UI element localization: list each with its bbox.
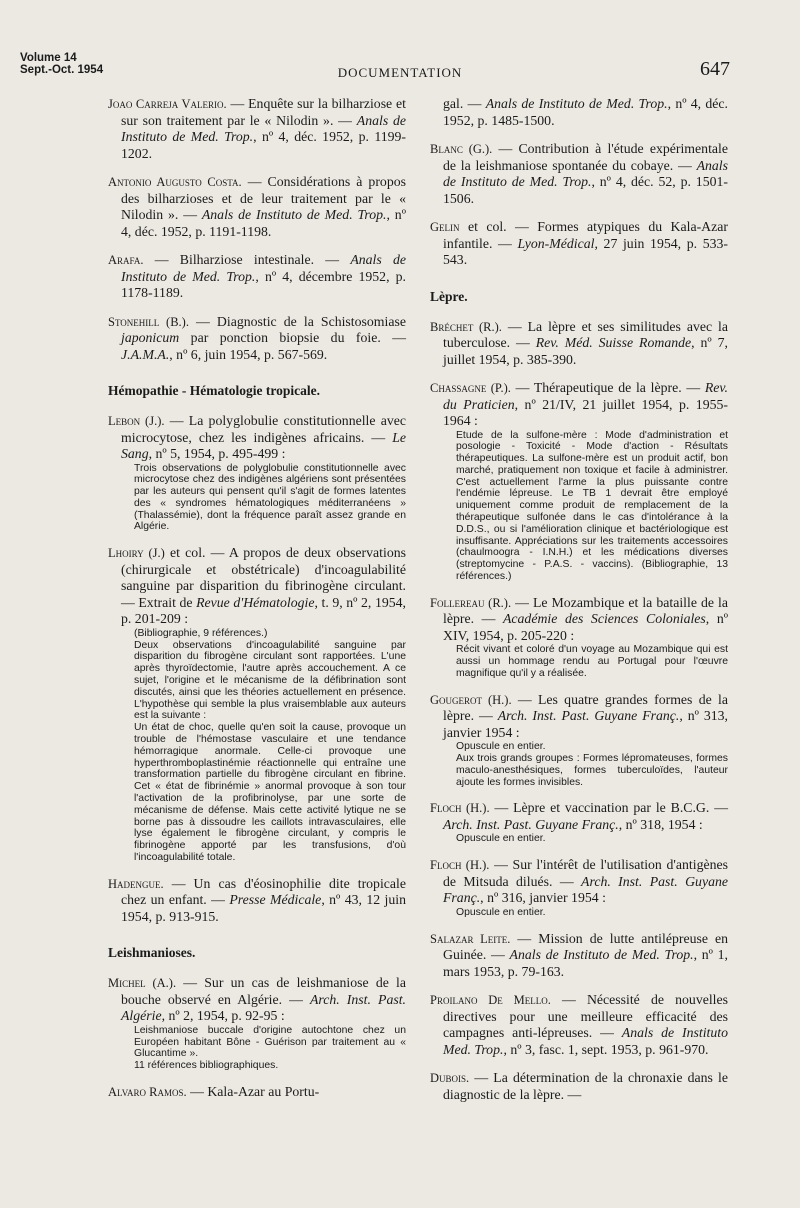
entry-reference: , nº 4, déc. 1952, p. 1191-1198. [121, 207, 406, 239]
entry-journal: Revue d'Hématologie [196, 594, 315, 610]
entry-reference: , nº 5, 1954, p. 495-499 : [148, 446, 286, 461]
entry-reference: , nº 316, janvier 1954 : [480, 890, 606, 906]
bibliography-entry [430, 380, 728, 583]
entry-author: Gelin [430, 220, 460, 234]
entry-author: Blanc (G.). [430, 142, 493, 156]
bibliography-entry [430, 857, 728, 918]
entry-author: Lebon (J.). [108, 414, 165, 428]
bibliography-entry [108, 876, 406, 926]
bibliography-entry [108, 314, 406, 364]
entry-journal: Lyon-Médical [517, 235, 595, 251]
entry-reference: , nº 3, fasc. 1, sept. 1953, p. 961-970. [503, 1041, 709, 1057]
entry-journal: J.A.M.A. [121, 346, 170, 362]
entry-journal: Anals de Instituto de Med. Trop. [121, 252, 407, 284]
entry-title: — Considérations à propos des bilharzioses et de leur traitement par le « Nilodin ». — [121, 174, 406, 222]
entry-reference: , nº 21/IV, 21 juillet 1954, p. 1955-1964 : [443, 396, 728, 428]
entry-abstract: Deux observations d'incoagulabilité sanguine par disparition du fibrogène circulant sont rapportées. L'une après thyroïdectomie, l'autre après accouchement. A ce sujet, l'origine et le mécanisme de la défibrination sont discutés, ainsi que les théories actuellement en présence. L'hypothèse qui semble la plus vraisemblable aux auteurs est la suivante : [134, 639, 406, 722]
entry-author: Floch (H.). [430, 801, 490, 816]
entry-journal: Anals de Instituto de Med. Trop. [121, 112, 406, 144]
entry-title: — Bilharziose intestinale. — [143, 252, 351, 267]
entry-reference: , t. 9, nº 2, 1954, p. 201-209 : [121, 594, 406, 627]
entry-author: Dubois. [430, 1071, 470, 1086]
entry-journal: Arch. Inst. Past. Guyane Franç. [497, 708, 680, 724]
entry-reference: , nº 6, juin 1954, p. 567-569. [169, 346, 328, 362]
entry-title: — Sur un cas de leishmaniose de la bouche observé en Algérie. — [121, 975, 406, 1007]
entry-title: — Diagnostic de la Schistosomiase [188, 313, 406, 329]
bibliography-entry [430, 800, 728, 845]
entry-author: Stonehill (B.). [108, 314, 189, 329]
entry-reference: , nº 2, 1954, p. 92-95 : [161, 1008, 285, 1024]
entry-note: (Bibliographie, 9 références.) [134, 627, 268, 639]
entry-title: — Kala-Azar au Portu- [186, 1083, 320, 1099]
entry-reference: , 27 juin 1954, p. 533-543. [443, 235, 728, 267]
entry-title: — Un cas d'éosinophilie dite tropicale chez un enfant. — [121, 875, 406, 908]
bibliography-entry [108, 975, 406, 1072]
issue-label: Sept.-Oct. 1954 [20, 64, 104, 76]
entry-author: Michel (A.). [108, 976, 177, 991]
section-heading: Hémopathie - Hématologie tropicale. [108, 383, 320, 398]
bibliography-entry [108, 413, 406, 533]
entry-author: Hadengue. [108, 876, 164, 891]
entry-title: — Enquête sur la bilharziose et sur son traitement par le « Nilodin ». — [121, 96, 406, 128]
bibliography-entry [108, 174, 406, 240]
entry-reference: , nº 313, janvier 1954 : [443, 708, 729, 740]
entry-reference: , nº 4, décembre 1952, p. 1178-1189. [121, 268, 406, 300]
bibliography-entry [430, 992, 728, 1058]
entry-journal: Arch. Inst. Past. Guyane Franç. [443, 873, 728, 906]
entry-note: Opuscule en entier. [456, 741, 546, 753]
entry-title: — Les quatre grandes formes de la lèpre. — [443, 691, 728, 724]
entry-author: Chassagne (P.). [430, 381, 511, 395]
bibliography-entry [430, 219, 728, 269]
entry-title: — Nécessité de nouvelles directives pour une meilleure efficacité des campagnes anti-lépreuses. — [443, 992, 728, 1041]
bibliography-entry [108, 96, 406, 162]
entry-journal: Anals de Instituto Med. Trop. [443, 1025, 728, 1057]
entry-journal: Le Sang [121, 429, 406, 461]
entry-reference: , nº XIV, 1954, p. 205-220 : [443, 611, 729, 643]
entry-journal: Anals de Instituto de Med. Trop. [509, 947, 694, 963]
entry-title: — Lèpre et vaccination par le B.C.G. — [489, 800, 728, 816]
entry-title: — Thérapeutique de la lèpre. — [510, 380, 705, 395]
entry-title: — La polyglobulie constitutionnelle avec microcytose, chez les indigènes africains. — [121, 413, 407, 445]
entry-journal: Anals de Instituto de Med. Trop. [201, 207, 387, 222]
entry-reference: , nº 7, juillet 1954, p. 385-390. [443, 335, 728, 367]
entry-title: — Contribution à l'étude expérimentale de la leishmaniose spontanée du cobaye. — [443, 141, 728, 173]
entry-reference: , nº 318, 1954 : [618, 816, 703, 832]
entry-journal: Rev. Méd. Suisse Romande [535, 335, 692, 350]
entry-title: — Le Mozambique et la bataille de la lèpre. — [443, 594, 728, 627]
bibliography-entry [430, 692, 728, 789]
bibliography-entry [430, 319, 728, 369]
entry-author: Salazar Leite. [430, 931, 511, 946]
bibliography-entry [108, 1084, 406, 1101]
page-number: 647 [700, 58, 730, 80]
bibliography-entry [430, 141, 728, 207]
entry-title-end: par ponction biopsie du foie. — [179, 330, 406, 345]
entry-journal: Anals de Instituto de Med. Trop. [443, 157, 728, 189]
bibliography-entry [430, 931, 728, 981]
entry-author: Arafa. [108, 253, 144, 267]
page-header [0, 48, 800, 88]
entry-title: — La lèpre et ses similitudes avec la tuberculose. — [443, 318, 728, 350]
entry-abstract: Aux trois grands groupes : Formes lépromateuses, formes maculo-anesthésiques, formes tuberculoïdes, l'auteur ajoute les formes invisibles. [456, 753, 728, 788]
entry-abstract: Leishmaniose buccale d'origine autochtone chez un Européen habitant Bône - Guérison par traitement au « Glucantime ». [134, 1024, 406, 1060]
entry-journal: Anals de Instituto de Med. Trop. [485, 96, 668, 111]
entry-author: Alvaro Ramos. [108, 1084, 187, 1099]
entry-reference: , nº 4, déc. 52, p. 1501-1506. [443, 174, 728, 206]
running-title: DOCUMENTATION [337, 65, 463, 80]
entry-title: et col. — A propos de deux observations (chirurgicale et obstétricale) d'incoagulabilité sanguine par disparition du fibrinogène circulant. — Extrait de [121, 545, 407, 610]
bibliography-entry [108, 252, 406, 302]
entry-journal: Académie des Sciences Coloniales [502, 611, 706, 627]
right-column [430, 96, 728, 1115]
entry-author: Gougerot (H.). [430, 692, 512, 707]
entry-title: — La détermination de la chronaxie dans le diagnostic de la lèpre. — [443, 1070, 728, 1102]
entry-title: — Sur l'intérêt de l'utilisation d'antigènes de Mitsuda dilués. — [443, 857, 728, 889]
entry-reference: , nº 4, déc. 1952, p. 1199-1202. [121, 129, 406, 161]
entry-title: gal. — [443, 96, 486, 111]
entry-reference: , nº 1, mars 1953, p. 79-163. [443, 947, 728, 979]
entry-abstract: Récit vivant et coloré d'un voyage au Mozambique qui est aussi un hommage rendu au Portugal pour l'œuvre magnifique qu'il y a réalisée. [456, 644, 728, 679]
entry-note: 11 références bibliographiques. [134, 1060, 279, 1072]
entry-abstract: Etude de la sulfone-mère : Mode d'administration et posologie - Toxicité - Mode d'action - Résultats thérapeutiques. La sulfone-mère est un produit actif, bon marché, pratiquement non toxique et facile à administrer. C'est actuellement l'arme la plus puissante contre l'endémie lépreuse. Le TB 1 devrait être employé uniquement comme produit de remplacement de la thérapeutique sulfonée dans le cas d'intolérance à la D.D.S., ou si l'amélioration clinique et bactériologique est insuffisante. Appréciations sur les traitements accessoires (chaulmoogra - I.N.H.) et les médications diverses (streptomycine - P.A.S. - vaccins). (Bibliographie, 13 références.) [456, 429, 728, 583]
entry-journal: Presse Médicale [229, 892, 322, 908]
section-heading: Lèpre. [430, 288, 468, 304]
left-column [108, 96, 406, 1112]
entry-title: — Mission de lutte antilépreuse en Guinée. — [443, 930, 729, 963]
section-heading: Leishmanioses. [108, 945, 196, 961]
entry-author: Lhoiry (J.) [108, 546, 165, 561]
entry-title: et col. — Formes atypiques du Kala-Azar infantile. — [443, 219, 728, 251]
volume-label: Volume 14 [20, 52, 77, 64]
entry-author: Antonio Augusto Costa. [108, 175, 242, 189]
bibliography-entry [108, 545, 406, 863]
entry-abstract: Un état de choc, quelle qu'en soit la cause, provoque un trouble de l'hémostase vasculaire et une tendance hémorragique anormale. Celle-ci provoque une hyperthromboplastinémie réactionnelle qui entraîne une transformation partielle du fibrogène circulant en fibrine. Cet « état de fibrinémie » anormal provoque à son tour l'activation de la profibrinolyse, par une sorte de mécanisme de défense. Mais cette activité lytique ne se borne pas à dissoudre les caillots intravasculaires, elle lyse également le fibrogène circulant, y compris le fibrinogène apporté par les transfusions, d'où l'incoagulabilité totale. [134, 722, 406, 863]
entry-author: Proilano De Mello. [430, 993, 551, 1008]
bibliography-entry-continued [430, 96, 728, 129]
entry-journal: Arch. Inst. Past. Guyane Franç. [443, 816, 619, 832]
entry-abstract: Trois observations de polyglobulie constitutionnelle avec microcytose chez des indigènes algériens sont présentées par les auteurs qui pensent qu'il s'agit de formes latentes des « syndromes hématologiques méditerranéens » (Thalassémie), dont la fréquence paraît assez grande en Algérie. [134, 462, 406, 533]
bibliography-entry [430, 595, 728, 680]
entry-journal: Arch. Inst. Past. Algérie [121, 991, 407, 1024]
entry-reference: , nº 43, 12 juin 1954, p. 913-915. [121, 892, 406, 924]
entry-note: Opuscule en entier. [456, 833, 546, 845]
entry-reference: , nº 4, déc. 1952, p. 1485-1500. [443, 96, 729, 128]
entry-journal: Rev. du Praticien [443, 380, 728, 412]
entry-author: Joao Carreja Valerio. [108, 97, 227, 111]
entry-note: Opuscule en entier. [456, 906, 546, 918]
bibliography-entry [430, 1070, 728, 1103]
entry-author: Bréchet (R.). [430, 319, 502, 334]
entry-author: Follereau (R.). [430, 595, 512, 610]
entry-author: Floch (H.). [430, 858, 490, 873]
entry-title-italic: japonicum [121, 330, 180, 345]
